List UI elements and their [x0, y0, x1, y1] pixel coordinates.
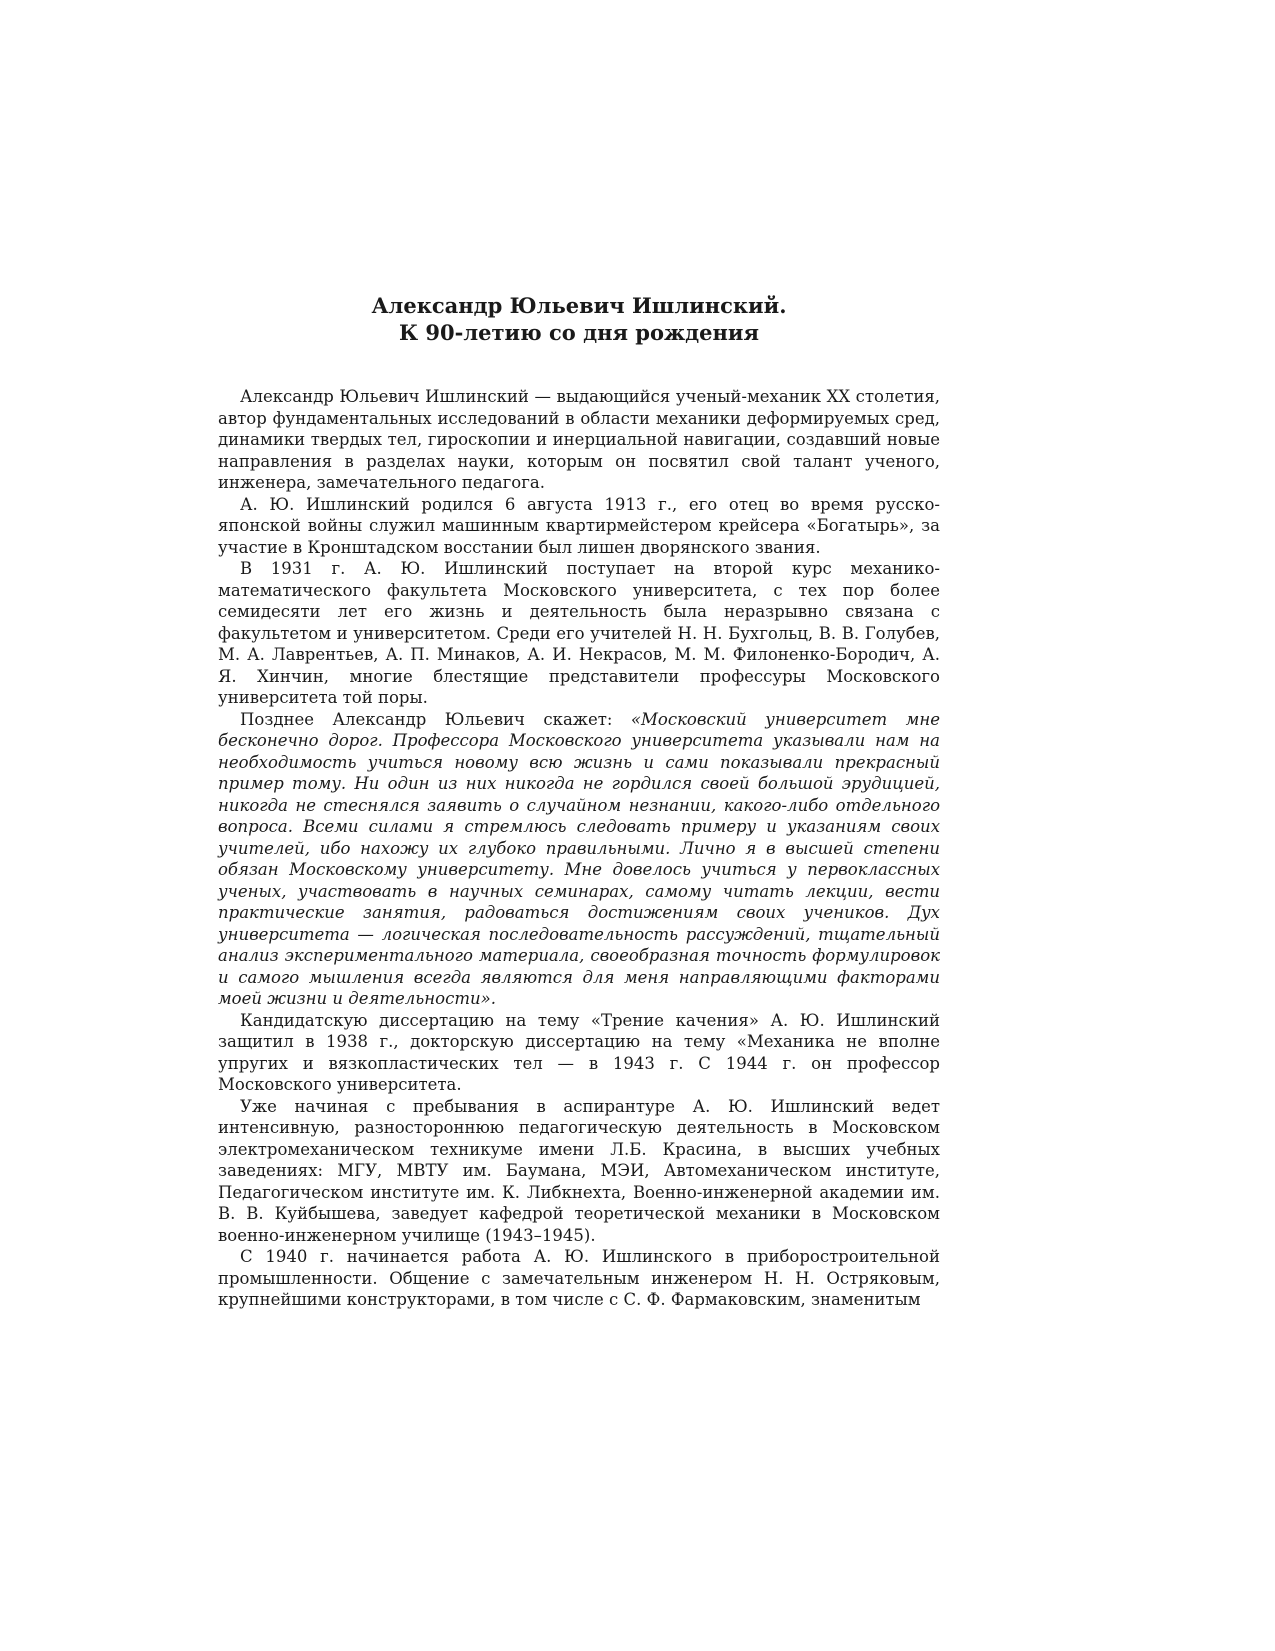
- article-title-line-1: Александр Юльевич Ишлинский.: [371, 293, 787, 318]
- article-body: [218, 386, 940, 1311]
- quote-intro: Позднее Александр Юльевич скажет:: [240, 709, 631, 729]
- paragraph-dissertation: Кандидатскую диссертацию на тему «Трение качения» А. Ю. Ишлинский защитил в 1938 г., докторскую диссертацию на тему «Механика не вполне упругих и вязкопластических тел — в 1943 г. С 1944 г. он профессор Московского университета.: [218, 1010, 940, 1094]
- quote-text: «Московский университет мне бесконечно дорог. Профессора Московского университета указывали нам на необходимость учиться новому всю жизнь и сами показывали прекрасный пример тому. Ни один из них никогда не гордился своей большой эрудицией, никогда не стеснялся заявить о случайном незнании, какого-либо отдельного вопроса. Всеми силами я стремлюсь следовать примеру и указаниям своих учителей, ибо нахожу их глубоко правильными. Лично я в высшей степени обязан Московскому университету. Мне довелось учиться у первоклассных ученых, участвовать в научных семинарах, самому читать лекции, вести практические занятия, радоваться достижениям своих учеников. Дух университета — логическая последовательность рассуждений, тщательный анализ экспериментального материала, своеобразная точность формулировок и самого мышления всегда являются для меня направляющими факторами моей жизни и деятельности».: [218, 709, 940, 1008]
- paragraph-teaching: Уже начиная с пребывания в аспирантуре А. Ю. Ишлинский ведет интенсивную, разностороннюю педагогическую деятельность в Московском электромеханическом техникуме имени Л.Б. Красина, в высших учебных заведениях: МГУ, МВТУ им. Баумана, МЭИ, Автомеханическом институте, Педагогическом институте им. К. Либкнехта, Военно-инженерной академии им. В. В. Куйбышева, заведует кафедрой теоретической механики в Московском военно-инженерном училище (1943–1945).: [218, 1096, 940, 1245]
- article-title: [218, 292, 940, 346]
- article-title-line-2: К 90-летию со дня рождения: [399, 320, 759, 345]
- paragraph-university: В 1931 г. А. Ю. Ишлинский поступает на второй курс механико-математического факультета Московского университета, с тех пор более семидесяти лет его жизнь и деятельность была неразрывно связана с факультетом и университетом. Среди его учителей Н. Н. Бухгольц, В. В. Голубев, М. А. Лаврентьев, А. П. Минаков, А. И. Некрасов, М. М. Филоненко-Бородич, А. Я. Хинчин, многие блестящие представители профессуры Московского университета той поры.: [218, 559, 940, 707]
- paragraph-intro: Александр Юльевич Ишлинский — выдающийся ученый-механик XX столетия, автор фундаментальных исследований в области механики деформируемых сред, динамики твердых тел, гироскопии и инерциальной навигации, создавший новые направления в разделах науки, которым он посвятил свой талант ученого, инженера, замечательного педагога.: [218, 387, 940, 492]
- paragraph-quote: [218, 709, 940, 1010]
- paragraph-industry: С 1940 г. начинается работа А. Ю. Ишлинского в приборостроительной промышленности. Общение с замечательным инженером Н. Н. Остряковым, крупнейшими конструкторами, в том числе с С. Ф. Фармаковским, знаменитым: [218, 1247, 940, 1309]
- paragraph-birth: А. Ю. Ишлинский родился 6 августа 1913 г., его отец во время русско-японской войны служил машинным квартирмейстером крейсера «Богатырь», за участие в Кронштадском восстании был лишен дворянского звания.: [218, 494, 940, 557]
- article-page: [218, 292, 940, 1311]
